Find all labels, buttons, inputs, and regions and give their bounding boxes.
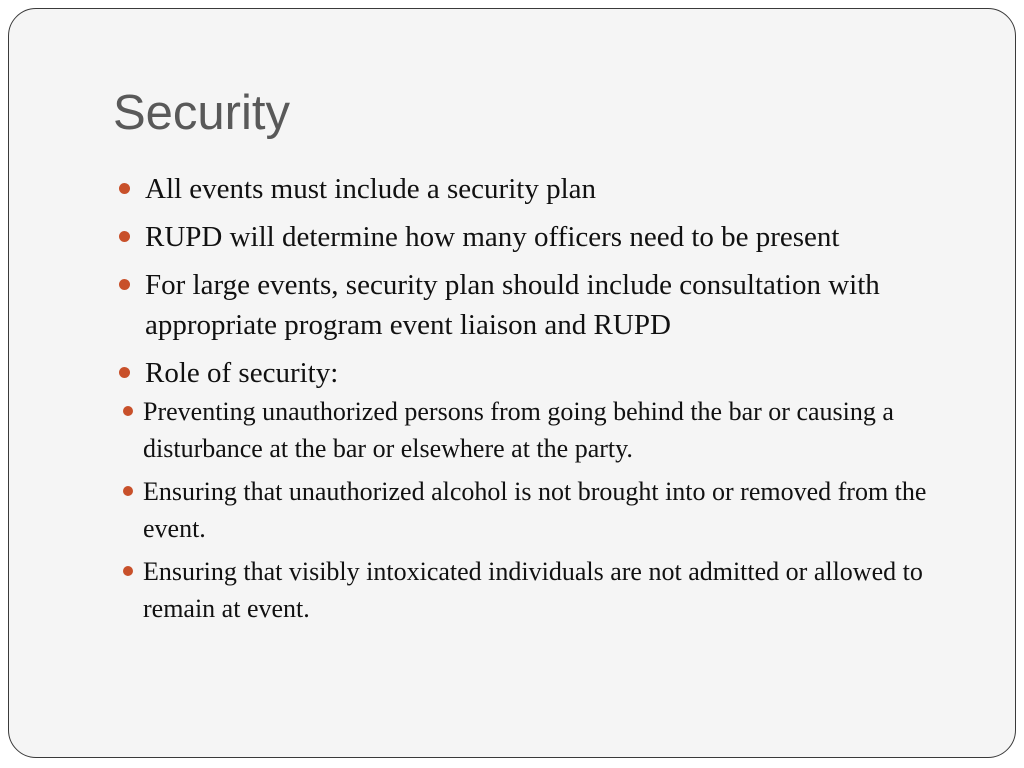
bullet-text: For large events, security plan should include consultation with appropriate program event liaison and RUPD bbox=[145, 269, 880, 341]
sub-list-container bbox=[113, 393, 993, 627]
sub-bullet-item bbox=[111, 473, 993, 547]
bullet-item bbox=[113, 265, 993, 345]
bullet-list bbox=[113, 169, 993, 633]
bullet-item bbox=[113, 169, 993, 209]
sub-bullet-list bbox=[111, 393, 993, 627]
sub-bullet-text: Ensuring that unauthorized alcohol is not brought into or removed from the event. bbox=[143, 477, 927, 543]
sub-bullet-text: Ensuring that visibly intoxicated individuals are not admitted or allowed to remain at event. bbox=[143, 557, 923, 623]
bullet-text: RUPD will determine how many officers need to be present bbox=[145, 221, 840, 253]
bullet-text: All events must include a security plan bbox=[145, 173, 597, 205]
sub-bullet-item bbox=[111, 393, 993, 467]
slide bbox=[8, 8, 1016, 758]
bullet-text: Role of security: bbox=[145, 357, 339, 389]
sub-bullet-text: Preventing unauthorized persons from going behind the bar or causing a disturbance at the bar or elsewhere at the party. bbox=[143, 397, 894, 463]
bullet-item bbox=[113, 217, 993, 257]
bullet-item bbox=[113, 353, 993, 393]
slide-title: Security bbox=[113, 86, 291, 140]
sub-bullet-item bbox=[111, 553, 993, 627]
